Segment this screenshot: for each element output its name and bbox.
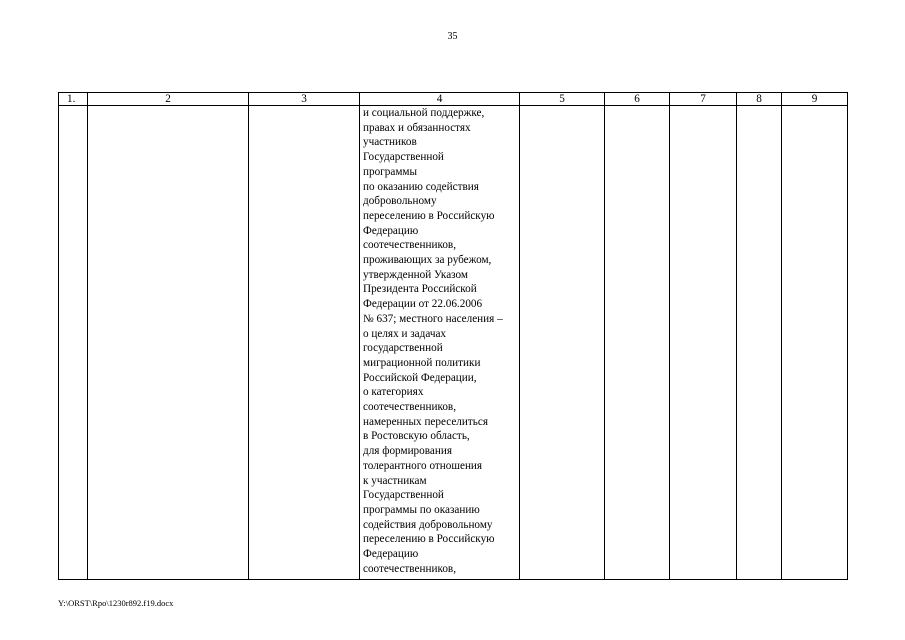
cell-col-8 xyxy=(737,106,782,580)
document-table xyxy=(58,92,848,580)
table-header-row xyxy=(59,93,848,106)
column-header-4: 4 xyxy=(360,93,520,106)
table-row xyxy=(59,106,848,580)
page-number: 35 xyxy=(447,31,458,42)
cell-col-9 xyxy=(782,106,848,580)
cell-col-6 xyxy=(605,106,670,580)
column-header-5: 5 xyxy=(520,93,605,106)
footer-file-path: Y:\ORST\Rpo\1230r892.f19.docx xyxy=(58,598,174,608)
column-header-8: 8 xyxy=(737,93,782,106)
cell-col-5 xyxy=(520,106,605,580)
cell-col-2 xyxy=(88,106,249,580)
column-header-1: 1. xyxy=(59,93,88,106)
cell-col-7 xyxy=(670,106,737,580)
cell-col-4-text: и социальной поддержке, правах и обязанностях участников Государственной программы по оказанию содействия добровольному переселению в Российскую Федерацию соотечественников, проживающих за рубежом, утвержденной Указом Президента Российской Федерации от 22.06.2006 № 637; местного населения – о целях и задачах государственной миграционной политики Российской Федерации, о категориях соотечественников, намеренных переселиться в Ростовскую область, для формирования толерантного отношения к участникам Государственной программы по оказанию содействия добровольному переселению в Российскую Федерацию соотечественников, xyxy=(360,106,520,580)
cell-col-3 xyxy=(249,106,360,580)
column-header-3: 3 xyxy=(249,93,360,106)
column-header-7: 7 xyxy=(670,93,737,106)
column-header-6: 6 xyxy=(605,93,670,106)
column-header-2: 2 xyxy=(88,93,249,106)
cell-col-1 xyxy=(59,106,88,580)
column-header-9: 9 xyxy=(782,93,848,106)
